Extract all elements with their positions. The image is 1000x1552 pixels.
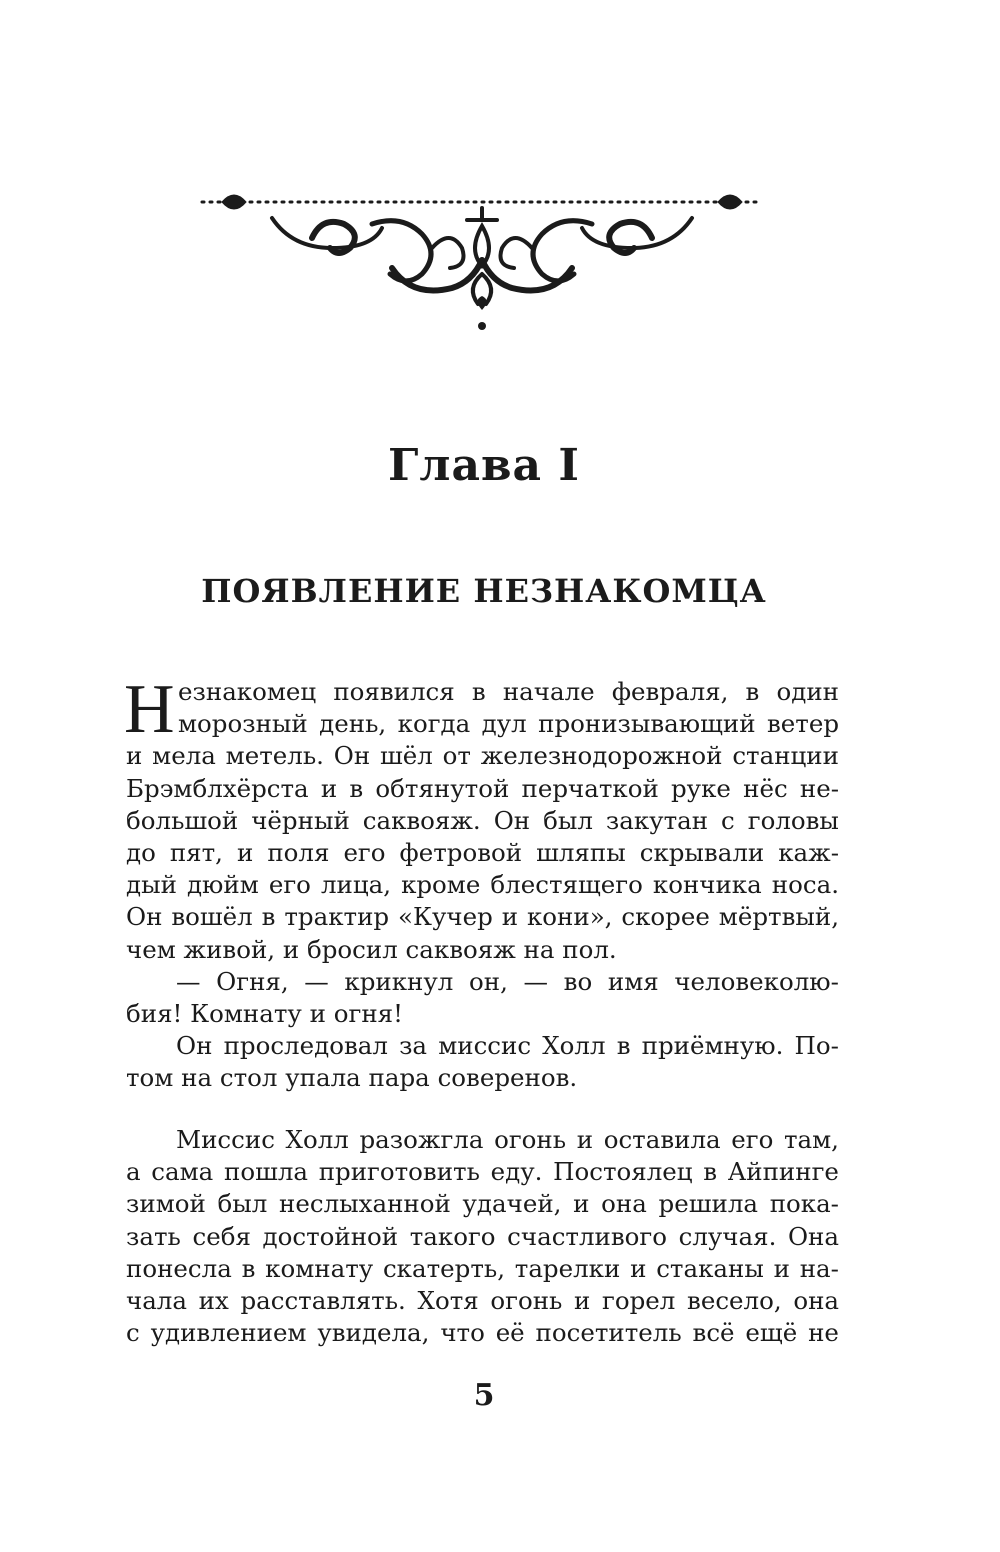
text-line: а сама пошла приготовить еду. Постоялец в Айпинге <box>126 1157 839 1187</box>
dialogue-line: бия! Комнату и огня! <box>126 998 403 1028</box>
text-line: дый дюйм его лица, кроме блестящего кончика носа. <box>126 870 839 900</box>
section-1 <box>124 671 839 1094</box>
text-line: Он проследовал за миссис Холл в приёмную. По- <box>176 1031 839 1061</box>
text-line: и мела метель. Он шёл от железнодорожной станции <box>126 741 839 771</box>
opening-paragraph <box>124 671 839 966</box>
text-line: с удивлением увидела, что её посетитель всё ещё не <box>126 1318 839 1348</box>
dialogue-line: — Огня, — крикнул он, — во имя человеколю- <box>176 966 839 996</box>
text-line: до пят, и поля его фетровой шляпы скрывали каж- <box>126 837 839 867</box>
text-line: том на стол упала пара соверенов. <box>126 1063 578 1093</box>
section-2 <box>126 1124 839 1349</box>
chapter-subtitle: ПОЯВЛЕНИЕ НЕЗНАКОМЦА <box>201 572 767 610</box>
text-line: морозный день, когда дул пронизывающий ветер <box>178 709 839 739</box>
chapter-title: Глава I <box>388 440 580 491</box>
page-number: 5 <box>473 1378 495 1413</box>
text-line: Брэмблхёрста и в обтянутой перчаткой руке нёс не- <box>126 773 839 803</box>
ornament-header <box>192 178 772 338</box>
text-line: Он вошёл в трактир «Кучер и кони», скорее мёртвый, <box>126 902 839 932</box>
text-line: зать себя достойной такого счастливого случая. Она <box>126 1221 839 1251</box>
text-line: чала их расставлять. Хотя огонь и горел весело, она <box>126 1285 839 1315</box>
text-line: Миссис Холл разожгла огонь и оставила его там, <box>176 1125 839 1154</box>
text-line: чем живой, и бросил саквояж на пол. <box>126 934 617 964</box>
text-line: езнакомец появился в начале февраля, в один <box>178 677 839 706</box>
drop-cap: Н <box>124 671 175 748</box>
text-line: зимой был неслыханной удачей, и она решила пока- <box>126 1189 839 1219</box>
text-line: понесла в комнату скатерть, тарелки и стаканы и на- <box>126 1253 839 1283</box>
text-line: большой чёрный саквояж. Он был закутан с головы <box>126 805 839 835</box>
